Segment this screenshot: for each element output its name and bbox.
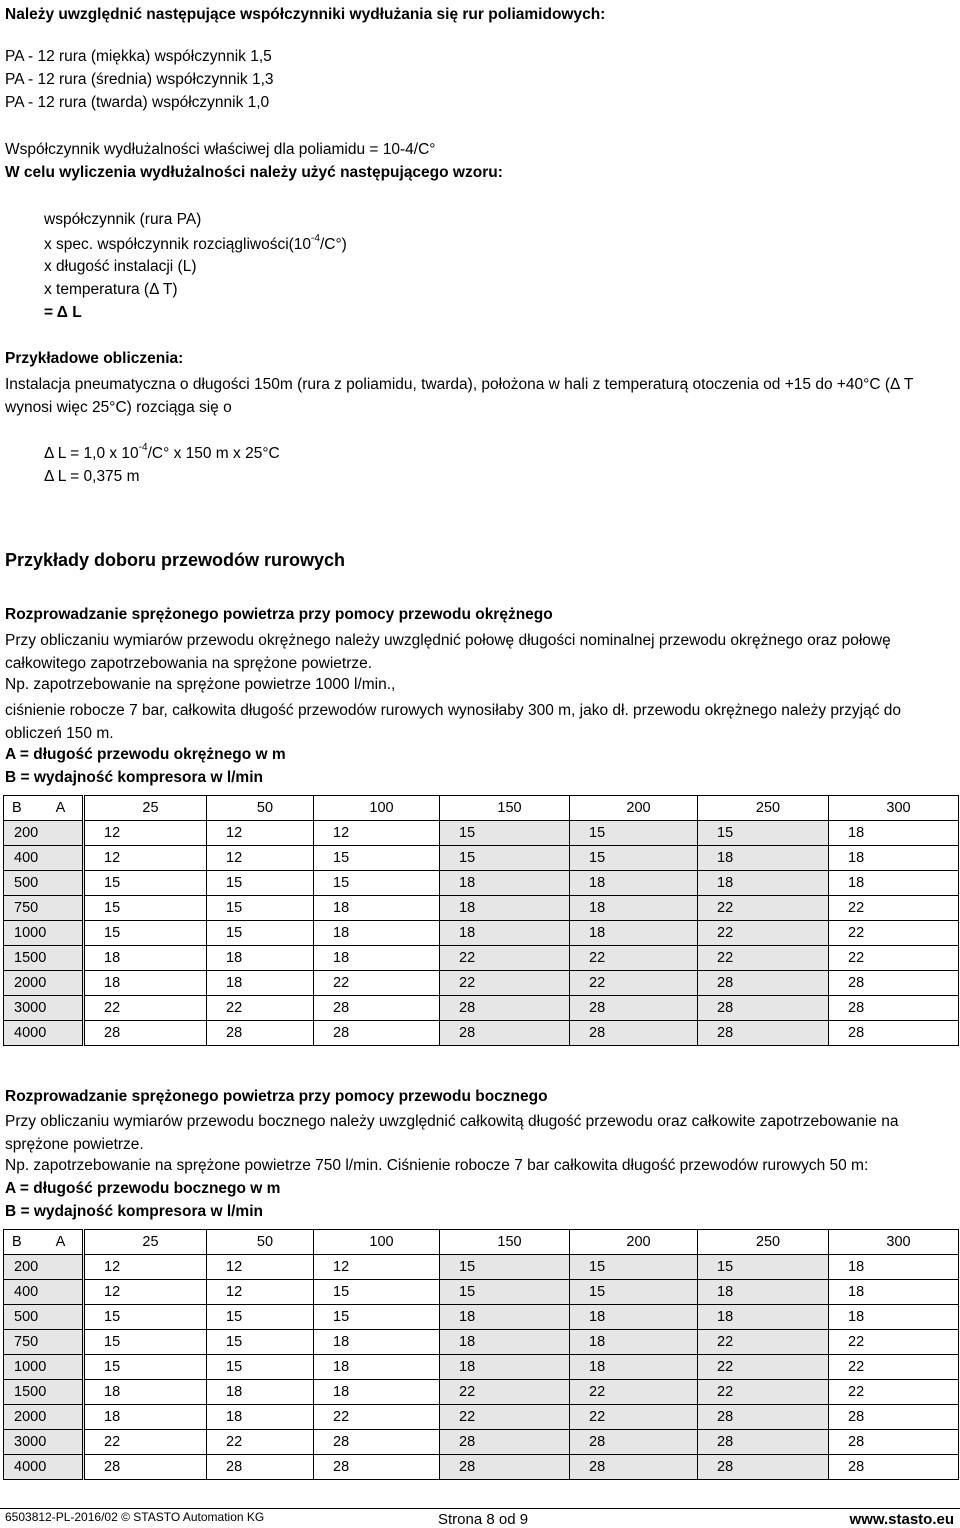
ring-table-cell: 22 xyxy=(570,946,698,971)
ring-table-cell: 28 xyxy=(570,996,698,1021)
ring-table-row xyxy=(4,821,959,846)
ring-col-header: 300 xyxy=(829,796,959,821)
ring-table-cell: 22 xyxy=(829,921,959,946)
side-table-cell: 28 xyxy=(698,1405,829,1430)
side-table-cell: 18 xyxy=(440,1355,570,1380)
ring-table-cell: 12 xyxy=(207,846,314,871)
ring-table-cell: 15 xyxy=(570,821,698,846)
side-table-cell: 12 xyxy=(314,1255,440,1280)
formula-line-3: x długość instalacji (L) xyxy=(44,258,197,275)
ring-row-header: 4000 xyxy=(4,1021,84,1046)
side-table-cell: 15 xyxy=(570,1280,698,1305)
side-table-cell: 22 xyxy=(440,1380,570,1405)
ring-table-cell: 22 xyxy=(698,921,829,946)
ring-col-header: 150 xyxy=(440,796,570,821)
ring-table-cell: 15 xyxy=(440,821,570,846)
side-text-1: Przy obliczaniu wymiarów przewodu bocznego należy uwzględnić całkowitą długość przewodu oraz całkowite zapotrzebowanie na sprężone powietrze. xyxy=(5,1113,899,1153)
ring-table-cell: 15 xyxy=(440,846,570,871)
side-table-row xyxy=(4,1430,959,1455)
side-table-cell: 18 xyxy=(570,1305,698,1330)
side-table-row xyxy=(4,1255,959,1280)
side-table-row xyxy=(4,1380,959,1405)
corner-a-label: A xyxy=(55,1234,66,1250)
ring-col-header: 25 xyxy=(84,796,207,821)
coefficients-heading: Należy uwzględnić następujące współczynniki wydłużania się rur poliamidowych: xyxy=(5,6,606,23)
ring-row-header: 400 xyxy=(4,846,84,871)
ring-header-row xyxy=(4,796,959,821)
ring-text-1: Przy obliczaniu wymiarów przewodu okrężnego należy uwzględnić połowę długości nominalnej przewodu okrężnego oraz połowę całkowitego zapotrzebowania na sprężone powietrze. xyxy=(5,632,891,672)
side-col-header: 50 xyxy=(207,1230,314,1255)
side-table-cell: 12 xyxy=(84,1280,207,1305)
ring-row-header: 3000 xyxy=(4,996,84,1021)
ring-table-cell: 15 xyxy=(207,896,314,921)
side-table-cell: 28 xyxy=(84,1455,207,1480)
example-heading: Przykładowe obliczenia: xyxy=(5,350,184,367)
side-table-cell: 18 xyxy=(207,1380,314,1405)
side-col-header: 25 xyxy=(84,1230,207,1255)
corner-b-label: B xyxy=(12,800,22,816)
side-table-cell: 15 xyxy=(207,1330,314,1355)
side-table-cell: 15 xyxy=(84,1305,207,1330)
side-table-row xyxy=(4,1280,959,1305)
ring-row-header: 1000 xyxy=(4,921,84,946)
ring-table-cell: 22 xyxy=(698,946,829,971)
ring-row-header: 1500 xyxy=(4,946,84,971)
ring-table-cell: 22 xyxy=(570,971,698,996)
side-table-cell: 28 xyxy=(698,1430,829,1455)
side-table-cell: 22 xyxy=(207,1430,314,1455)
ring-table-cell: 28 xyxy=(698,996,829,1021)
ring-pipe-table xyxy=(3,795,959,1046)
side-col-header: 150 xyxy=(440,1230,570,1255)
formula-line-2-pre: x spec. współczynnik rozciągliwości(10 xyxy=(44,236,312,253)
ring-table-cell: 18 xyxy=(829,871,959,896)
side-table-row xyxy=(4,1455,959,1480)
side-table-cell: 18 xyxy=(440,1305,570,1330)
ring-table-cell: 18 xyxy=(829,821,959,846)
side-table-cell: 18 xyxy=(570,1355,698,1380)
ring-table-cell: 28 xyxy=(829,971,959,996)
side-col-header: 100 xyxy=(314,1230,440,1255)
side-table-cell: 28 xyxy=(314,1455,440,1480)
side-table-cell: 22 xyxy=(698,1380,829,1405)
side-table-cell: 18 xyxy=(84,1380,207,1405)
side-table-row xyxy=(4,1305,959,1330)
ring-table-cell: 28 xyxy=(829,996,959,1021)
ring-col-header: 100 xyxy=(314,796,440,821)
side-row-header: 2000 xyxy=(4,1405,84,1430)
side-table-cell: 18 xyxy=(570,1330,698,1355)
ring-table-cell: 18 xyxy=(698,846,829,871)
side-table-cell: 12 xyxy=(84,1255,207,1280)
side-legend-a: A = długość przewodu bocznego w m xyxy=(5,1180,281,1197)
ring-legend-a: A = długość przewodu okrężnego w m xyxy=(5,746,286,763)
formula-line-2-post: /C°) xyxy=(319,236,347,253)
specific-coefficient-line: Współczynnik wydłużalności właściwej dla poliamidu = 10-4/C° xyxy=(5,141,436,158)
side-table-cell: 28 xyxy=(440,1455,570,1480)
ring-row-header: 200 xyxy=(4,821,84,846)
side-table-cell: 28 xyxy=(829,1430,959,1455)
ring-table-cell: 22 xyxy=(314,971,440,996)
ring-row-header: 500 xyxy=(4,871,84,896)
side-table-cell: 22 xyxy=(698,1330,829,1355)
coefficient-soft: PA - 12 rura (miękka) współczynnik 1,5 xyxy=(5,48,272,65)
ring-table-row xyxy=(4,846,959,871)
ring-table-cell: 15 xyxy=(207,871,314,896)
side-table-cell: 15 xyxy=(440,1255,570,1280)
ring-table-cell: 18 xyxy=(570,921,698,946)
side-table-cell: 15 xyxy=(440,1280,570,1305)
ring-table-cell: 18 xyxy=(698,871,829,896)
footer-doc-id: 6503812-PL-2016/02 © STASTO Automation KG xyxy=(5,1510,265,1524)
ring-table-cell: 12 xyxy=(207,821,314,846)
formula-line-1: współczynnik (rura PA) xyxy=(44,211,202,228)
example-calc-1-pre: Δ L = 1,0 x 10 xyxy=(44,445,139,462)
ring-table-cell: 15 xyxy=(570,846,698,871)
ring-table-cell: 22 xyxy=(440,971,570,996)
ring-table-row xyxy=(4,971,959,996)
ring-table-cell: 28 xyxy=(84,1021,207,1046)
example-calc-1-sup: -4 xyxy=(138,442,148,453)
ring-table-cell: 15 xyxy=(314,871,440,896)
side-heading: Rozprowadzanie sprężonego powietrza przy pomocy przewodu bocznego xyxy=(5,1088,548,1105)
side-table-cell: 15 xyxy=(314,1280,440,1305)
ring-table-cell: 28 xyxy=(314,996,440,1021)
ring-col-header: 250 xyxy=(698,796,829,821)
side-table-cell: 22 xyxy=(829,1330,959,1355)
ring-table-cell: 28 xyxy=(440,1021,570,1046)
ring-table-row xyxy=(4,1021,959,1046)
side-table-cell: 15 xyxy=(207,1355,314,1380)
corner-a-label: A xyxy=(55,800,66,816)
ring-table-cell: 28 xyxy=(207,1021,314,1046)
ring-table-cell: 15 xyxy=(207,921,314,946)
side-table-cell: 22 xyxy=(440,1405,570,1430)
side-table-cell: 18 xyxy=(829,1280,959,1305)
side-table-cell: 15 xyxy=(570,1255,698,1280)
side-table-cell: 22 xyxy=(570,1405,698,1430)
ring-table-cell: 28 xyxy=(698,971,829,996)
example-calc-2: Δ L = 0,375 m xyxy=(44,468,140,485)
ring-table-cell: 12 xyxy=(314,821,440,846)
ring-table-cell: 18 xyxy=(570,871,698,896)
ring-table-cell: 18 xyxy=(440,896,570,921)
side-table-cell: 18 xyxy=(314,1380,440,1405)
ring-table-cell: 15 xyxy=(314,846,440,871)
side-row-header: 750 xyxy=(4,1330,84,1355)
ring-table-cell: 22 xyxy=(829,896,959,921)
ring-table-cell: 18 xyxy=(440,921,570,946)
ring-row-header: 750 xyxy=(4,896,84,921)
ring-table-cell: 22 xyxy=(207,996,314,1021)
side-text-2: Np. zapotrzebowanie na sprężone powietrze 750 l/min. Ciśnienie robocze 7 bar całkowita długość przewodów rurowych 50 m: xyxy=(5,1157,869,1174)
side-table-cell: 15 xyxy=(698,1255,829,1280)
side-row-header: 1500 xyxy=(4,1380,84,1405)
ring-corner-cell xyxy=(4,796,84,821)
side-table-cell: 18 xyxy=(207,1405,314,1430)
ring-table-cell: 15 xyxy=(84,921,207,946)
side-legend-b: B = wydajność kompresora w l/min xyxy=(5,1203,263,1220)
footer-website: www.stasto.eu xyxy=(849,1511,954,1528)
ring-table-row xyxy=(4,896,959,921)
ring-table-cell: 22 xyxy=(829,946,959,971)
side-table-cell: 15 xyxy=(84,1330,207,1355)
ring-text-3: ciśnienie robocze 7 bar, całkowita długość przewodów rurowych wynosiłaby 300 m, jako dł. przewodu okrężnego należy przyjąć do obliczeń 150 m. xyxy=(5,702,902,742)
ring-table-cell: 18 xyxy=(440,871,570,896)
side-table-cell: 28 xyxy=(829,1405,959,1430)
ring-table-cell: 22 xyxy=(440,946,570,971)
example-calc-1-post: /C° x 150 m x 25°C xyxy=(147,445,280,462)
side-table-row xyxy=(4,1330,959,1355)
ring-col-header: 200 xyxy=(570,796,698,821)
ring-table-cell: 28 xyxy=(314,1021,440,1046)
side-table-cell: 15 xyxy=(314,1305,440,1330)
ring-table-cell: 18 xyxy=(84,971,207,996)
side-table-cell: 22 xyxy=(829,1355,959,1380)
example-text: Instalacja pneumatyczna o długości 150m (rura z poliamidu, twarda), położona w hali z temperaturą otoczenia od +15 do +40°C (Δ T wynosi więc 25°C) rozciąga się o xyxy=(5,376,914,416)
ring-col-header: 50 xyxy=(207,796,314,821)
side-table-cell: 18 xyxy=(698,1305,829,1330)
ring-row-header: 2000 xyxy=(4,971,84,996)
side-table-cell: 22 xyxy=(314,1405,440,1430)
ring-legend-b: B = wydajność kompresora w l/min xyxy=(5,769,263,786)
side-table-cell: 22 xyxy=(84,1430,207,1455)
ring-table-cell: 15 xyxy=(84,896,207,921)
side-table-cell: 12 xyxy=(207,1280,314,1305)
selection-heading: Przykłady doboru przewodów rurowych xyxy=(5,550,346,570)
side-table-cell: 18 xyxy=(829,1305,959,1330)
side-col-header: 300 xyxy=(829,1230,959,1255)
side-col-header: 250 xyxy=(698,1230,829,1255)
side-table-cell: 18 xyxy=(84,1405,207,1430)
ring-heading: Rozprowadzanie sprężonego powietrza przy pomocy przewodu okrężnego xyxy=(5,606,553,623)
ring-table-row xyxy=(4,946,959,971)
ring-table-cell: 18 xyxy=(207,971,314,996)
side-table-row xyxy=(4,1405,959,1430)
ring-table-cell: 28 xyxy=(829,1021,959,1046)
side-table-cell: 12 xyxy=(207,1255,314,1280)
side-table-cell: 28 xyxy=(570,1455,698,1480)
side-table-cell: 28 xyxy=(570,1430,698,1455)
side-table-cell: 22 xyxy=(698,1355,829,1380)
side-pipe-table xyxy=(3,1229,959,1480)
ring-table-cell: 18 xyxy=(84,946,207,971)
side-table-cell: 28 xyxy=(698,1455,829,1480)
side-header-row xyxy=(4,1230,959,1255)
ring-table-cell: 28 xyxy=(698,1021,829,1046)
side-row-header: 400 xyxy=(4,1280,84,1305)
ring-text-2: Np. zapotrzebowanie na sprężone powietrze 1000 l/min., xyxy=(5,676,396,693)
side-table-cell: 18 xyxy=(314,1355,440,1380)
ring-table-cell: 18 xyxy=(829,846,959,871)
ring-table-row xyxy=(4,996,959,1021)
side-row-header: 3000 xyxy=(4,1430,84,1455)
formula-line-2 xyxy=(44,233,347,254)
ring-table-cell: 28 xyxy=(440,996,570,1021)
side-table-cell: 15 xyxy=(84,1355,207,1380)
side-row-header: 500 xyxy=(4,1305,84,1330)
footer-page-number: Strona 8 od 9 xyxy=(438,1511,529,1528)
formula-line-2-sup: -4 xyxy=(311,233,320,244)
ring-table-row xyxy=(4,871,959,896)
side-corner-cell xyxy=(4,1230,84,1255)
side-table-cell: 18 xyxy=(698,1280,829,1305)
side-table-cell: 18 xyxy=(440,1330,570,1355)
side-row-header: 200 xyxy=(4,1255,84,1280)
ring-table-cell: 18 xyxy=(207,946,314,971)
side-table-cell: 28 xyxy=(829,1455,959,1480)
formula-result: = Δ L xyxy=(44,304,82,321)
side-table-cell: 15 xyxy=(207,1305,314,1330)
ring-table-cell: 22 xyxy=(84,996,207,1021)
ring-table-cell: 15 xyxy=(84,871,207,896)
side-table-cell: 18 xyxy=(829,1255,959,1280)
corner-b-label: B xyxy=(12,1234,22,1250)
side-table-cell: 18 xyxy=(314,1330,440,1355)
ring-table-cell: 18 xyxy=(314,946,440,971)
side-table-cell: 22 xyxy=(570,1380,698,1405)
coefficient-hard: PA - 12 rura (twarda) współczynnik 1,0 xyxy=(5,94,270,111)
side-table-cell: 22 xyxy=(829,1380,959,1405)
ring-table-cell: 18 xyxy=(314,921,440,946)
example-calc-1 xyxy=(44,442,280,463)
formula-lead: W celu wyliczenia wydłużalności należy użyć następującego wzoru: xyxy=(5,164,503,181)
ring-table-cell: 15 xyxy=(698,821,829,846)
side-table-cell: 28 xyxy=(440,1430,570,1455)
ring-table-cell: 28 xyxy=(570,1021,698,1046)
ring-table-cell: 12 xyxy=(84,846,207,871)
formula-line-4: x temperatura (Δ T) xyxy=(44,281,178,298)
side-col-header: 200 xyxy=(570,1230,698,1255)
side-row-header: 1000 xyxy=(4,1355,84,1380)
side-table-cell: 28 xyxy=(314,1430,440,1455)
side-table-row xyxy=(4,1355,959,1380)
ring-table-cell: 22 xyxy=(698,896,829,921)
ring-table-row xyxy=(4,921,959,946)
ring-table-cell: 18 xyxy=(570,896,698,921)
side-table-cell: 28 xyxy=(207,1455,314,1480)
coefficient-medium: PA - 12 rura (średnia) współczynnik 1,3 xyxy=(5,71,274,88)
side-row-header: 4000 xyxy=(4,1455,84,1480)
ring-table-cell: 12 xyxy=(84,821,207,846)
footer-divider xyxy=(0,1508,960,1509)
ring-table-cell: 18 xyxy=(314,896,440,921)
